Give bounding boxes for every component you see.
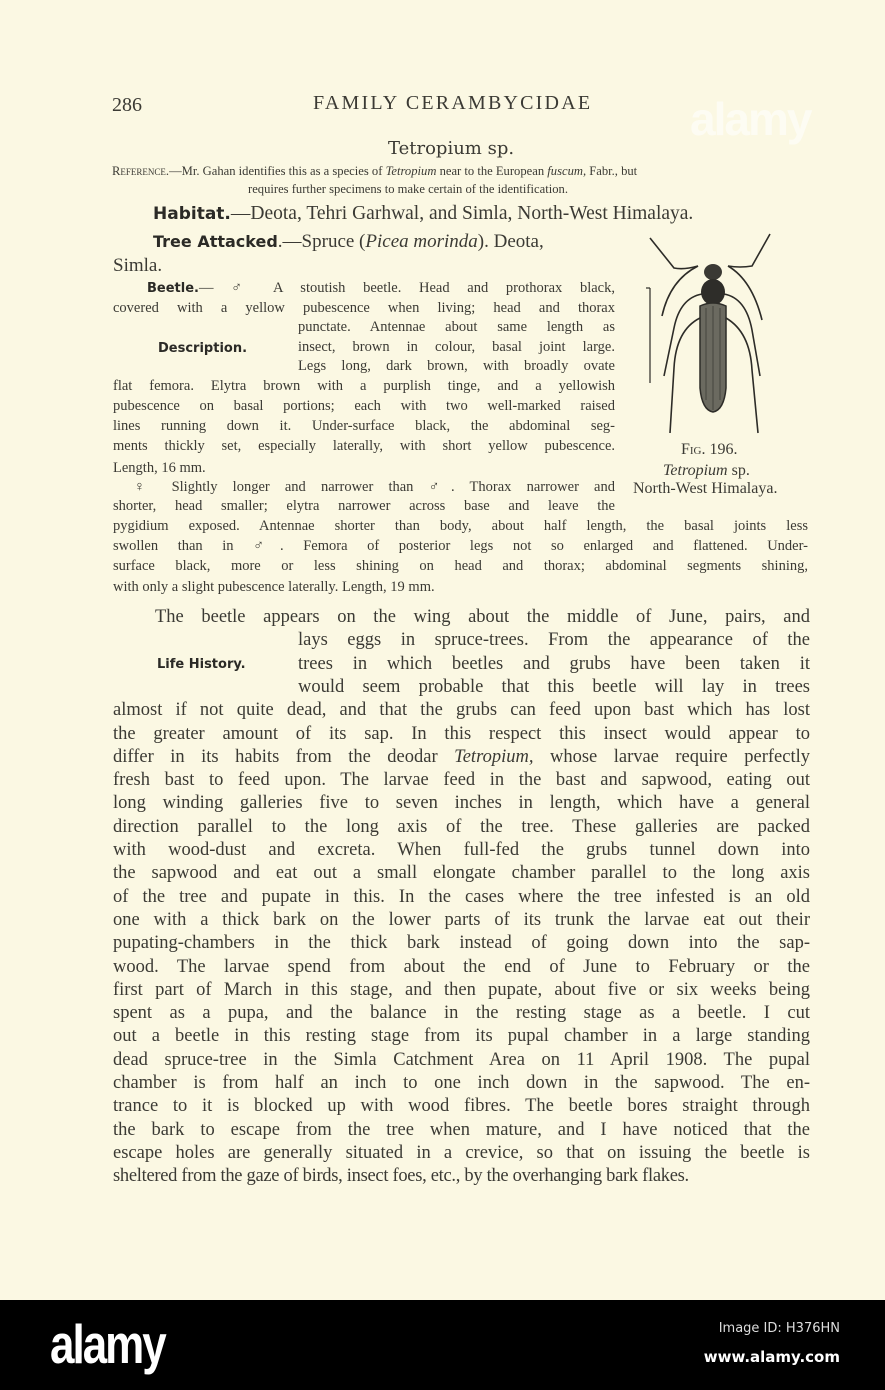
running-title: FAMILY CERAMBYCIDAE [313, 92, 593, 114]
description-line: ♀ Slightly longer and narrower than ♂. Thorax narrower and [134, 479, 615, 495]
life-history-line: of the tree and pupate in this. In the cases where the tree infested is an old [113, 886, 810, 907]
life-history-line: direction parallel to the long axis of the tree. These galleries are packed [113, 816, 810, 837]
life-history-line: with wood-dust and excreta. When full-fed the grubs tunnel down into [113, 840, 810, 860]
watermark: alamy [690, 93, 811, 145]
habitat-label: Habitat. [153, 204, 231, 224]
species-title: Tetropium sp. [388, 138, 515, 159]
description-line: punctate. Antennae about same length as [298, 319, 615, 335]
habitat-text: —Deota, Tehri Garhwal, and Simla, North-West Himalaya. [230, 203, 694, 224]
figure-caption [663, 462, 750, 480]
life-history-line: sheltered from the gaze of birds, insect foes, etc., by the overhanging bark flakes. [113, 1166, 689, 1187]
description-line: flat femora. Elytra brown with a purplish tinge, and a yellowish [113, 378, 615, 394]
life-history-line: the bark to escape from the tree when mature, and I have noticed that the [113, 1119, 810, 1140]
footer-bar [0, 1300, 885, 1390]
life-history-line: spent as a pupa, and the balance in the resting stage as a beetle. I cut [113, 1003, 810, 1024]
life-history-line: differ in its habits from the deodar Tetropium, whose larvae require perfectly [113, 746, 810, 767]
description-line: lines running down it. Under-surface black, the abdominal seg- [113, 418, 615, 434]
life-history-line: The beetle appears on the wing about the middle of June, pairs, and [155, 607, 810, 627]
reference-line-2: requires further specimens to make certain of the identification. [248, 182, 568, 196]
site-url: www.alamy.com [703, 1348, 840, 1366]
life-history-line: trees in which beetles and grubs have been taken it [298, 653, 810, 674]
life-history-line: wood. The larvae spend from about the end of June to February or the [113, 956, 810, 977]
description-side-label: Description. [158, 341, 248, 356]
life-history-line: escape holes are generally situated in a crevice, so that on issuing the beetle is [113, 1142, 810, 1163]
life-history-line: first part of March in this stage, and then pupate, about five or six weeks being [113, 979, 810, 1000]
life-history-line: the sapwood and eat out a small elongate chamber parallel to the long axis [113, 863, 810, 884]
life-history-side-label: Life History. [157, 657, 246, 672]
reference-line-1 [112, 164, 637, 179]
description-line: ments thickly set, especially laterally, with short yellow pubescence. [113, 438, 615, 454]
life-history-line: pupating-chambers in the thick bark instead of going down into the sap- [113, 933, 810, 954]
life-history-line: would seem probable that this beetle will lay in trees [298, 676, 810, 697]
life-history-line: chamber is from half an inch to one inch down in the sapwood. The en- [113, 1073, 810, 1093]
alamy-logo: alamy [50, 1314, 165, 1376]
description-line: covered with a yellow pubescence when living; head and thorax [113, 300, 615, 316]
habitat [153, 203, 693, 225]
page-number: 286 [112, 94, 142, 116]
tree-attacked [153, 231, 544, 253]
reference-text: —Mr. Gahan identifies this as a species of Tetropium near to the European fuscum, Fabr., but [169, 164, 638, 178]
beetle-label: Beetle. [147, 281, 199, 296]
figure-caption-species: sp. [727, 462, 750, 479]
life-history-line: trance to it is blocked up with wood fibres. The beetle bores straight through [113, 1096, 810, 1117]
description-line: pygidium exposed. Antennae shorter than body, about half length, the basal joints less [113, 518, 808, 534]
life-history-line: long winding galleries five to seven inches in length, which have a general [113, 793, 810, 814]
life-history-line: dead spruce-tree in the Simla Catchment Area on 11 April 1908. The pupal [113, 1049, 810, 1070]
description-line: with only a slight pubescence laterally. Length, 19 mm. [113, 579, 435, 595]
life-history-line: out a beetle in this resting stage from its pupal chamber in a large standing [113, 1026, 810, 1047]
description-line: Legs long, dark brown, with broadly ovate [298, 358, 615, 374]
tree-attacked-label: Tree Attacked [153, 232, 278, 251]
tree-attacked-line-2: Simla. [113, 255, 163, 276]
image-id: Image ID: H376HN [718, 1321, 840, 1336]
description-line: Length, 16 mm. [113, 460, 206, 476]
description-line: shorter, head smaller; elytra narrower across base and leave the [113, 498, 615, 514]
description-line: pubescence on basal portions; each with two well-marked raised [113, 398, 615, 414]
tree-attacked-text: .—Spruce (Picea morinda). Deota, [277, 231, 544, 252]
figure-number: Fig. 196. [681, 441, 738, 458]
figure-locality: North-West Himalaya. [633, 480, 778, 497]
description-line: swollen than in ♂. Femora of posterior legs not so enlarged and flattened. Under- [113, 538, 808, 554]
description-line: insect, brown in colour, basal joint large. [298, 339, 615, 355]
description-line: Beetle.— ♂ A stoutish beetle. Head and prothorax black, [147, 280, 615, 296]
life-history-line: one with a thick bark on the lower parts of its trunk the larvae eat out their [113, 909, 810, 930]
life-history-line: almost if not quite dead, and that the grubs can feed upon bast which has lost [113, 700, 810, 721]
life-history-line: lays eggs in spruce-trees. From the appearance of the [298, 630, 810, 651]
life-history-line: the greater amount of its sap. In this respect this insect would appear to [113, 723, 810, 744]
description-line: surface black, more or less shining on head and thorax; abdominal segments shining, [113, 558, 808, 574]
beetle-illustration [640, 228, 790, 448]
figure-caption-genus: Tetropium [663, 462, 728, 479]
life-history-line: fresh bast to feed upon. The larvae feed in the bast and sapwood, eating out [113, 770, 810, 791]
reference-label: Reference. [112, 164, 170, 178]
